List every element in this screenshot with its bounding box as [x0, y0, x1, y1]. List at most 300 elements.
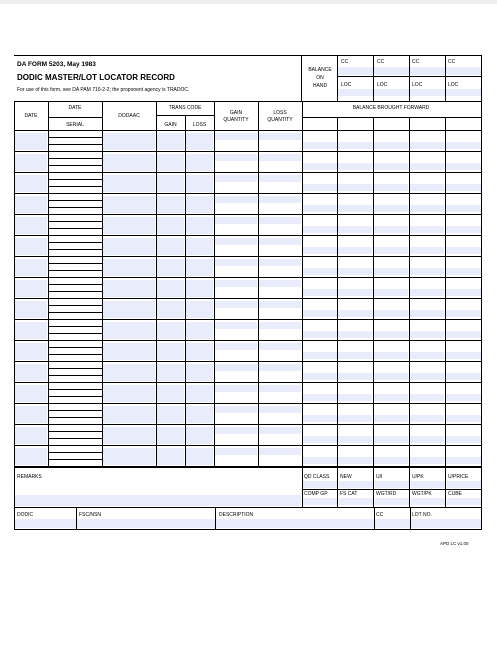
row-divider	[14, 256, 482, 257]
balance-field[interactable]	[303, 436, 337, 443]
balance-field[interactable]	[446, 247, 481, 254]
balance-field[interactable]	[446, 310, 481, 317]
cc-divider-2	[409, 55, 410, 101]
cc-bottom-label: CC	[376, 512, 384, 518]
loss-code-field[interactable]	[186, 175, 213, 192]
description-label: DESCRIPTION	[219, 512, 254, 518]
dodaac-field[interactable]	[103, 238, 155, 255]
wgt-pk-label: WGT/PK	[412, 491, 432, 497]
gain-qty-field[interactable]	[215, 175, 257, 182]
info-divider-4	[445, 467, 446, 507]
balance-field[interactable]	[374, 205, 408, 212]
date-field[interactable]	[15, 322, 47, 339]
serial-line	[48, 452, 102, 453]
balance-field[interactable]	[338, 352, 372, 359]
balance-field[interactable]	[338, 268, 372, 275]
serial-line	[48, 410, 102, 411]
date-field[interactable]	[15, 196, 47, 213]
date-field[interactable]	[15, 217, 47, 234]
balance-field[interactable]	[303, 394, 337, 401]
cc-label-3: CC	[412, 59, 420, 65]
qd-class-field[interactable]	[303, 481, 338, 488]
balance-field[interactable]	[374, 457, 408, 464]
row-divider	[14, 277, 482, 278]
loss-qty-field[interactable]	[259, 322, 301, 329]
gain-qty-field[interactable]	[215, 217, 257, 224]
gain-qty-field[interactable]	[215, 448, 257, 455]
balance-field[interactable]	[374, 310, 408, 317]
balance-left-border	[301, 55, 302, 101]
gain-code-field[interactable]	[157, 154, 184, 171]
gain-code-field[interactable]	[157, 217, 184, 234]
balance-field[interactable]	[374, 373, 408, 380]
dodic-field[interactable]	[15, 519, 76, 528]
gain-code-field[interactable]	[157, 322, 184, 339]
serial-line	[48, 242, 102, 243]
qd-class-label: QD CLASS	[304, 474, 330, 480]
remarks-bottom-border	[14, 507, 482, 508]
balance-field[interactable]	[410, 289, 444, 296]
balance-field[interactable]	[410, 415, 444, 422]
serial-line	[48, 249, 102, 250]
balance-field[interactable]	[303, 331, 337, 338]
loss-qty-field[interactable]	[259, 196, 301, 203]
col-gain-qty-header-2: QUANTITY	[223, 117, 249, 123]
col-date-group-header: DATE	[68, 105, 82, 111]
loss-code-field[interactable]	[186, 259, 213, 276]
balance-field[interactable]	[374, 331, 408, 338]
gain-code-field[interactable]	[157, 364, 184, 381]
gain-qty-field[interactable]	[215, 154, 257, 161]
comp-gp-label: COMP GP	[304, 491, 328, 497]
balance-forward-divider	[302, 117, 482, 118]
balance-field[interactable]	[446, 457, 481, 464]
loss-qty-field[interactable]	[259, 154, 301, 161]
balance-field[interactable]	[374, 268, 408, 275]
serial-line	[48, 333, 102, 334]
balance-field[interactable]	[410, 373, 444, 380]
date-field[interactable]	[15, 259, 47, 276]
dodaac-field[interactable]	[103, 448, 155, 465]
balance-field[interactable]	[410, 352, 444, 359]
balance-field[interactable]	[446, 331, 481, 338]
gain-code-field[interactable]	[157, 196, 184, 213]
loss-code-field[interactable]	[186, 427, 213, 444]
serial-line	[48, 305, 102, 306]
balance-field[interactable]	[338, 457, 372, 464]
da-form-5203	[14, 55, 482, 530]
wgt-rd-field[interactable]	[375, 498, 410, 505]
dodaac-field[interactable]	[103, 301, 155, 318]
balance-field[interactable]	[303, 163, 337, 170]
balance-field[interactable]	[446, 352, 481, 359]
gain-code-field[interactable]	[157, 301, 184, 318]
serial-line	[48, 144, 102, 145]
balance-field[interactable]	[338, 184, 372, 191]
balance-field[interactable]	[446, 394, 481, 401]
loss-code-field[interactable]	[186, 196, 213, 213]
dodaac-field[interactable]	[103, 280, 155, 297]
col-loss-qty-header-1: LOSS	[273, 110, 287, 116]
balance-field[interactable]	[410, 331, 444, 338]
header-bottom-border	[14, 101, 482, 102]
cube-field[interactable]	[447, 498, 481, 505]
balance-field[interactable]	[338, 205, 372, 212]
serial-line	[48, 431, 102, 432]
loss-qty-field[interactable]	[259, 364, 301, 371]
loss-qty-field[interactable]	[259, 448, 301, 455]
wgt-pk-field[interactable]	[411, 498, 446, 505]
cc-divider-3	[445, 55, 446, 101]
balance-field[interactable]	[303, 184, 337, 191]
balance-field[interactable]	[410, 247, 444, 254]
gain-code-field[interactable]	[157, 448, 184, 465]
balance-field[interactable]	[410, 457, 444, 464]
row-divider	[14, 382, 482, 383]
row-divider	[14, 193, 482, 194]
balance-field[interactable]	[338, 373, 372, 380]
balance-field[interactable]	[374, 394, 408, 401]
form-version: APD LC v1.00	[440, 541, 469, 546]
serial-line	[48, 375, 102, 376]
balance-field[interactable]	[374, 415, 408, 422]
loss-qty-field[interactable]	[259, 301, 301, 308]
loc-field-3[interactable]	[410, 89, 445, 96]
remarks-field[interactable]	[15, 495, 301, 506]
loss-code-field[interactable]	[186, 364, 213, 381]
dodaac-field[interactable]	[103, 217, 155, 234]
uprice-label: U/PRICE	[448, 474, 469, 480]
remarks-right-border	[302, 467, 303, 507]
ui-field[interactable]	[375, 481, 410, 488]
new-field[interactable]	[339, 481, 374, 488]
gain-qty-field[interactable]	[215, 364, 257, 371]
balance-on-hand-label-1: BALANCE	[308, 67, 332, 73]
fsc-divider	[215, 507, 216, 530]
loss-qty-field[interactable]	[259, 238, 301, 245]
right-border	[481, 55, 482, 530]
comp-gp-field[interactable]	[303, 498, 338, 505]
balance-field[interactable]	[338, 331, 372, 338]
serial-line	[48, 312, 102, 313]
gain-qty-field[interactable]	[215, 133, 257, 140]
col-balance-forward-header: BALANCE BROUGHT FORWARD	[352, 105, 430, 111]
serial-line	[48, 137, 102, 138]
serial-line	[48, 347, 102, 348]
loss-qty-field[interactable]	[259, 217, 301, 224]
balance-field[interactable]	[374, 226, 408, 233]
lot-no-label: LOT NO.	[412, 512, 432, 518]
balance-field[interactable]	[374, 142, 408, 149]
date-field[interactable]	[15, 448, 47, 465]
gain-qty-field[interactable]	[215, 301, 257, 308]
gain-qty-field[interactable]	[215, 259, 257, 266]
balance-on-hand-label-3: HAND	[312, 83, 328, 89]
serial-line	[48, 438, 102, 439]
cc-field-3[interactable]	[410, 67, 445, 75]
balance-field[interactable]	[410, 226, 444, 233]
balance-field[interactable]	[303, 415, 337, 422]
cc-label-1: CC	[341, 59, 349, 65]
dodic-divider	[76, 507, 77, 530]
loss-code-field[interactable]	[186, 322, 213, 339]
balance-field[interactable]	[338, 436, 372, 443]
balance-field[interactable]	[338, 226, 372, 233]
loc-label-3: LOC	[412, 82, 423, 88]
date-field[interactable]	[15, 133, 47, 150]
lot-no-field[interactable]	[411, 519, 481, 528]
balance-field[interactable]	[338, 247, 372, 254]
description-divider	[374, 507, 375, 530]
row-divider	[14, 172, 482, 173]
balance-field[interactable]	[338, 289, 372, 296]
loc-label-4: LOC	[448, 82, 459, 88]
column-header-bottom	[14, 130, 482, 131]
gain-code-field[interactable]	[157, 427, 184, 444]
date-field[interactable]	[15, 427, 47, 444]
loss-code-field[interactable]	[186, 406, 213, 423]
row-divider	[14, 340, 482, 341]
dodaac-field[interactable]	[103, 427, 155, 444]
gain-qty-field[interactable]	[215, 196, 257, 203]
balance-field[interactable]	[303, 310, 337, 317]
bottom-border	[14, 529, 482, 530]
row-divider	[14, 319, 482, 320]
wgt-rd-label: WGT/RD	[376, 491, 397, 497]
balance-field[interactable]	[410, 268, 444, 275]
page-top-shadow	[0, 0, 497, 4]
balance-field[interactable]	[410, 394, 444, 401]
col-loss-qty-header-2: QUANTITY	[267, 117, 293, 123]
description-field[interactable]	[216, 519, 374, 528]
serial-line	[48, 284, 102, 285]
loss-qty-field[interactable]	[259, 133, 301, 140]
info-divider-1	[337, 467, 338, 507]
gain-qty-field[interactable]	[215, 343, 257, 350]
cc-divider-1	[373, 55, 374, 101]
gain-code-field[interactable]	[157, 343, 184, 360]
serial-line	[48, 207, 102, 208]
form-title: DODIC MASTER/LOT LOCATOR RECORD	[17, 73, 175, 82]
loss-code-field[interactable]	[186, 280, 213, 297]
balance-field[interactable]	[446, 142, 481, 149]
row-divider	[14, 403, 482, 404]
date-field[interactable]	[15, 343, 47, 360]
gain-qty-field[interactable]	[215, 238, 257, 245]
serial-line	[48, 354, 102, 355]
upk-field[interactable]	[411, 481, 446, 488]
loss-code-field[interactable]	[186, 385, 213, 402]
cube-label: CUBE	[448, 491, 462, 497]
gain-code-field[interactable]	[157, 133, 184, 150]
balance-field[interactable]	[338, 415, 372, 422]
fsc-nsn-field[interactable]	[77, 519, 215, 528]
balance-field[interactable]	[446, 226, 481, 233]
loss-code-field[interactable]	[186, 217, 213, 234]
date-field[interactable]	[15, 301, 47, 318]
date-field[interactable]	[15, 175, 47, 192]
balance-label-divider	[337, 55, 338, 101]
dodaac-field[interactable]	[103, 322, 155, 339]
date-field[interactable]	[15, 385, 47, 402]
date-field[interactable]	[15, 238, 47, 255]
dodaac-field[interactable]	[103, 175, 155, 192]
loss-code-field[interactable]	[186, 154, 213, 171]
gain-qty-field[interactable]	[215, 280, 257, 287]
balance-on-hand-label-2: ON	[316, 75, 324, 81]
gain-qty-field[interactable]	[215, 385, 257, 392]
loss-code-field[interactable]	[186, 301, 213, 318]
loss-qty-field[interactable]	[259, 406, 301, 413]
balance-field[interactable]	[410, 310, 444, 317]
loss-qty-field[interactable]	[259, 175, 301, 182]
dodaac-field[interactable]	[103, 259, 155, 276]
balance-field[interactable]	[410, 184, 444, 191]
col-divider-5	[302, 101, 303, 467]
cc-bottom-field[interactable]	[375, 519, 410, 528]
loss-qty-field[interactable]	[259, 259, 301, 266]
row-divider	[14, 298, 482, 299]
balance-field[interactable]	[446, 184, 481, 191]
dodaac-field[interactable]	[103, 406, 155, 423]
balance-field[interactable]	[410, 163, 444, 170]
loss-qty-field[interactable]	[259, 343, 301, 350]
cc-loc-divider	[337, 76, 482, 77]
serial-line	[48, 396, 102, 397]
balance-field[interactable]	[446, 436, 481, 443]
balance-field[interactable]	[446, 163, 481, 170]
col-date-header: DATE	[24, 113, 38, 119]
gain-code-field[interactable]	[157, 259, 184, 276]
gain-qty-field[interactable]	[215, 322, 257, 329]
uprice-field[interactable]	[447, 481, 481, 488]
balance-field[interactable]	[338, 310, 372, 317]
loc-field-1[interactable]	[338, 89, 373, 96]
date-field[interactable]	[15, 280, 47, 297]
balance-field[interactable]	[446, 205, 481, 212]
date-field[interactable]	[15, 154, 47, 171]
balance-field[interactable]	[338, 163, 372, 170]
info-divider-2	[373, 467, 374, 507]
row-divider	[14, 151, 482, 152]
dodaac-field[interactable]	[103, 343, 155, 360]
balance-field[interactable]	[446, 289, 481, 296]
gain-code-field[interactable]	[157, 280, 184, 297]
serial-line	[48, 389, 102, 390]
date-serial-divider	[48, 117, 102, 118]
fs-cat-field[interactable]	[339, 498, 374, 505]
dodaac-field[interactable]	[103, 196, 155, 213]
gain-qty-field[interactable]	[215, 406, 257, 413]
dodaac-field[interactable]	[103, 385, 155, 402]
serial-line	[48, 186, 102, 187]
balance-field[interactable]	[446, 268, 481, 275]
balance-field[interactable]	[374, 247, 408, 254]
row-divider	[14, 445, 482, 446]
loc-label-1: LOC	[341, 82, 352, 88]
date-field[interactable]	[15, 364, 47, 381]
balance-field[interactable]	[303, 142, 337, 149]
balance-field[interactable]	[303, 457, 337, 464]
dodaac-field[interactable]	[103, 364, 155, 381]
row-divider	[14, 235, 482, 236]
col-trans-code-header: TRANS CODE	[168, 105, 202, 111]
loss-qty-field[interactable]	[259, 280, 301, 287]
balance-field[interactable]	[410, 436, 444, 443]
balance-field[interactable]	[374, 436, 408, 443]
balance-field[interactable]	[303, 289, 337, 296]
dodic-label: DODIC	[17, 512, 34, 518]
loss-code-field[interactable]	[186, 343, 213, 360]
balance-field[interactable]	[303, 352, 337, 359]
upk-label: U/PK	[412, 474, 424, 480]
dodaac-field[interactable]	[103, 133, 155, 150]
dodaac-field[interactable]	[103, 154, 155, 171]
balance-field[interactable]	[374, 184, 408, 191]
balance-field[interactable]	[303, 373, 337, 380]
serial-line	[48, 179, 102, 180]
balance-field[interactable]	[303, 205, 337, 212]
trans-code-divider	[156, 115, 214, 116]
row-divider	[14, 424, 482, 425]
balance-field[interactable]	[338, 394, 372, 401]
balance-field[interactable]	[338, 142, 372, 149]
balance-field[interactable]	[446, 415, 481, 422]
cc-field-1[interactable]	[338, 67, 373, 75]
balance-field[interactable]	[410, 205, 444, 212]
loss-qty-field[interactable]	[259, 385, 301, 392]
cc-field-4[interactable]	[446, 67, 481, 75]
fs-cat-label: FS CAT	[340, 491, 358, 497]
cc-label-4: CC	[448, 59, 456, 65]
gain-qty-field[interactable]	[215, 427, 257, 434]
serial-line	[48, 368, 102, 369]
row-divider	[14, 361, 482, 362]
balance-field[interactable]	[303, 268, 337, 275]
balance-field[interactable]	[374, 352, 408, 359]
cc-divider	[410, 507, 411, 530]
loc-field-4[interactable]	[446, 89, 481, 96]
loss-code-field[interactable]	[186, 238, 213, 255]
gain-code-field[interactable]	[157, 406, 184, 423]
serial-line	[48, 417, 102, 418]
col-loss-header: LOSS	[192, 122, 207, 128]
balance-field[interactable]	[374, 163, 408, 170]
loss-qty-field[interactable]	[259, 427, 301, 434]
serial-line	[48, 165, 102, 166]
gain-code-field[interactable]	[157, 385, 184, 402]
balance-field[interactable]	[303, 247, 337, 254]
info-divider-3	[409, 467, 410, 507]
loss-code-field[interactable]	[186, 448, 213, 465]
col-gain-qty-header-1: GAIN	[229, 110, 243, 116]
balance-field[interactable]	[374, 289, 408, 296]
col-gain-header: GAIN	[164, 122, 177, 128]
cc-field-2[interactable]	[374, 67, 409, 75]
loc-field-2[interactable]	[374, 89, 409, 96]
loss-code-field[interactable]	[186, 133, 213, 150]
balance-field[interactable]	[410, 142, 444, 149]
balance-field[interactable]	[303, 226, 337, 233]
gain-code-field[interactable]	[157, 175, 184, 192]
date-field[interactable]	[15, 406, 47, 423]
proponent-note: For use of this form, see DA PAM 710-2-2; the proponent agency is TRADOC.	[17, 87, 190, 93]
cc-label-2: CC	[377, 59, 385, 65]
gain-code-field[interactable]	[157, 238, 184, 255]
col-serial-header: SERIAL	[66, 122, 84, 128]
balance-field[interactable]	[446, 373, 481, 380]
new-label: NEW	[340, 474, 352, 480]
